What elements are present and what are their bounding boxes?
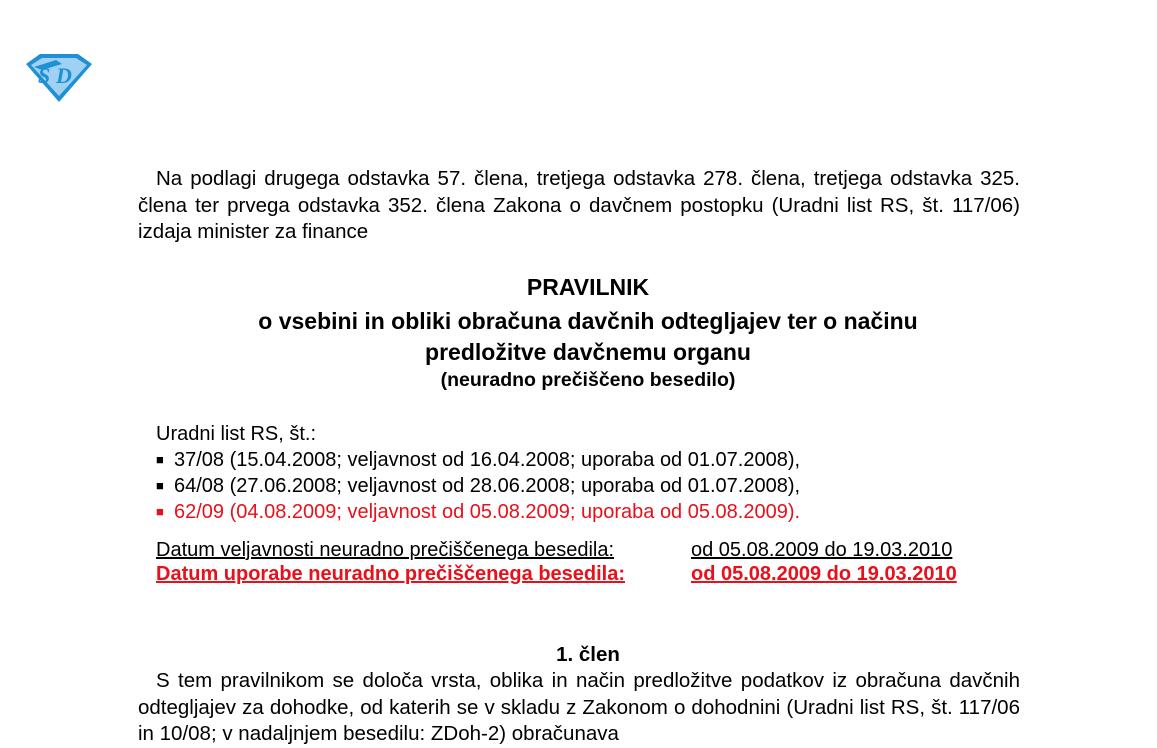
sd-shield-logo-icon — [22, 50, 96, 104]
usage-label: Datum uporabe neuradno prečiščenega besedila: — [156, 563, 626, 585]
svg-text:D: D — [56, 63, 72, 88]
bullet-icon: ■ — [156, 478, 164, 493]
usage-row — [156, 562, 957, 586]
document-note: (neuradno prečiščeno besedilo) — [440, 369, 736, 391]
references-list — [156, 422, 800, 525]
validity-label: Datum veljavnosti neuradno prečiščenega besedila: — [156, 539, 615, 561]
article-1-text: S tem pravilnikom se določa vrsta, oblika in način predložitve podatkov iz obračuna davčnih odtegljajev za dohodke, od katerih se v skladu z Zakonom o dohodnini (Uradni list RS, št. 117/06 in 10/08; v nadaljnjem besedilu: ZDoh-2) obračunava — [138, 669, 1020, 745]
reference-item-text: 62/09 (04.08.2009; veljavnost od 05.08.2009; uporaba od 05.08.2009). — [174, 501, 801, 523]
document-title: PRAVILNIK — [526, 274, 650, 300]
reference-item — [156, 473, 800, 499]
reference-item-current — [156, 499, 800, 525]
bullet-icon: ■ — [156, 452, 164, 467]
subtitle-line-1: o vsebini in obliki obračuna davčnih odtegljajev ter o načinu — [258, 308, 918, 334]
document-subtitle — [138, 306, 1038, 368]
validity-row — [156, 538, 957, 562]
dates-block — [156, 538, 957, 586]
intro-paragraph: Na podlagi drugega odstavka 57. člena, tretjega odstavka 278. člena, tretjega odstavka 325. člena ter prvega odstavka 352. člena Zakona o davčnem postopku (Uradni list RS, št. 117/06) izdaja minister za finance — [138, 167, 1020, 243]
reference-item-text: 64/08 (27.06.2008; veljavnost od 28.06.2008; uporaba od 01.07.2008), — [174, 475, 801, 497]
references-heading: Uradni list RS, št.: — [156, 423, 317, 445]
svg-text:S: S — [38, 63, 51, 88]
usage-value: od 05.08.2009 do 19.03.2010 — [691, 563, 957, 585]
validity-value: od 05.08.2009 do 19.03.2010 — [691, 539, 953, 561]
article-1-heading: 1. člen — [556, 643, 620, 666]
subtitle-line-2: predložitve davčnemu organu — [425, 339, 751, 365]
reference-item — [156, 447, 800, 473]
reference-item-text: 37/08 (15.04.2008; veljavnost od 16.04.2008; uporaba od 01.07.2008), — [174, 449, 801, 471]
bullet-icon: ■ — [156, 504, 164, 519]
